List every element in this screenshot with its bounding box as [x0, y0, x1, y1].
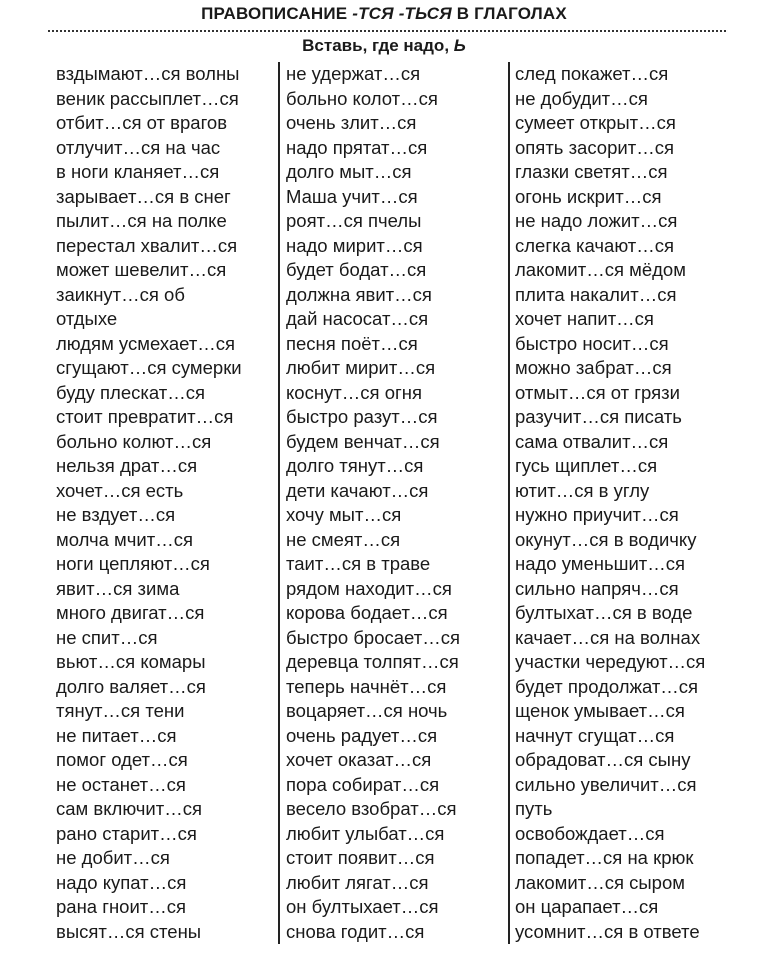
exercise-item: надо купат…ся — [56, 871, 187, 893]
exercise-item: он царапает…ся — [515, 896, 659, 917]
exercise-item: сильно увеличит…ся — [515, 773, 697, 795]
exercise-item: очень радует…ся — [286, 724, 438, 746]
exercise-item: тянут…ся тени — [56, 700, 185, 721]
exercise-item: усомнит…ся в ответе — [515, 920, 700, 942]
exercise-item: песня поёт…ся — [286, 332, 418, 354]
instruction — [0, 36, 768, 56]
exercise-item: молча мчит…ся — [56, 528, 193, 550]
exercise-item: сгущают…ся сумерки — [56, 357, 242, 378]
exercise-item: коснут…ся огня — [286, 381, 422, 403]
exercise-item: может шевелит…ся — [56, 259, 227, 280]
exercise-item: воцаряет…ся ночь — [286, 700, 448, 721]
exercise-item: буду плескат…ся — [56, 381, 205, 403]
exercise-item: быстро разут…ся — [286, 406, 438, 427]
soft-sign: Ь — [453, 36, 466, 55]
exercise-item: отдыхе — [56, 308, 118, 329]
suffix-tsya-soft: -ТЬСЯ — [398, 4, 452, 23]
title-end: В ГЛАГОЛАХ — [456, 4, 567, 23]
exercise-item: зарывает…ся в снег — [56, 185, 231, 207]
exercise-item: хочет напит…ся — [515, 308, 654, 329]
dotted-divider — [48, 30, 726, 32]
exercise-item: роят…ся пчелы — [286, 210, 422, 231]
exercise-item: лакомит…ся сыром — [515, 871, 685, 893]
exercise-item: нельзя драт…ся — [56, 455, 198, 476]
exercise-item: не удержат…ся — [286, 63, 421, 84]
exercise-item: щенок умывает…ся — [515, 700, 685, 721]
exercise-item: отмыт…ся от грязи — [515, 381, 680, 403]
exercise-item: стоит появит…ся — [286, 847, 435, 868]
exercise-item: вьют…ся комары — [56, 651, 206, 672]
exercise-item: огонь искрит…ся — [515, 185, 662, 207]
exercise-item: сумеет открыт…ся — [515, 112, 676, 133]
exercise-item: попадет…ся на крюк — [515, 847, 694, 868]
exercise-item: не вздует…ся — [56, 504, 176, 525]
exercise-item: окунут…ся в водичку — [515, 528, 697, 550]
exercise-item: он бултыхает…ся — [286, 896, 439, 917]
exercise-item: рядом находит…ся — [286, 577, 452, 599]
exercise-item: любит лягат…ся — [286, 871, 429, 893]
exercise-item: пылит…ся на полке — [56, 210, 227, 231]
exercise-item: не добит…ся — [56, 847, 170, 868]
exercise-item: любит улыбат…ся — [286, 822, 445, 844]
exercise-item: людям усмехает…ся — [56, 332, 236, 354]
exercise-item: отбит…ся от врагов — [56, 112, 228, 133]
exercise-item: рана гноит…ся — [56, 896, 187, 917]
exercise-item: гусь щиплет…ся — [515, 455, 658, 476]
exercise-item: в ноги кланяет…ся — [56, 161, 220, 182]
suffix-tsya: -ТСЯ — [352, 4, 394, 23]
exercise-item: лакомит…ся мёдом — [515, 259, 686, 280]
exercise-item: быстро бросает…ся — [286, 626, 460, 648]
exercise-item: плита накалит…ся — [515, 283, 677, 305]
exercise-item: сильно напряч…ся — [515, 577, 679, 599]
exercise-item: глазки светят…ся — [515, 161, 668, 182]
exercise-item: не добудит…ся — [515, 87, 648, 109]
exercise-item: будет продолжат…ся — [515, 675, 699, 697]
exercise-item: стоит превратит…ся — [56, 406, 234, 427]
exercise-item: начнут сгущат…ся — [515, 724, 675, 746]
exercise-item: таит…ся в траве — [286, 553, 431, 574]
exercise-item: деревца толпят…ся — [286, 651, 459, 672]
exercise-item: много двигат…ся — [56, 602, 205, 623]
exercise-item: будем венчат…ся — [286, 430, 440, 452]
exercise-item: надо уменьшит…ся — [515, 553, 686, 574]
exercise-item: заикнут…ся об — [56, 283, 185, 305]
exercise-item: будет бодат…ся — [286, 259, 427, 280]
exercise-item: надо мирит…ся — [286, 234, 423, 256]
exercise-item: снова годит…ся — [286, 920, 425, 942]
exercise-item: сам включит…ся — [56, 798, 203, 819]
column-divider-2 — [508, 62, 510, 944]
exercise-item: не спит…ся — [56, 626, 158, 648]
column-divider-1 — [278, 62, 280, 944]
exercise-item: дай насосат…ся — [286, 308, 429, 329]
exercise-item: хочет…ся есть — [56, 479, 184, 501]
exercise-item: не питает…ся — [56, 724, 177, 746]
exercise-item: освобождает…ся — [515, 822, 665, 844]
exercise-item: разучит…ся писать — [515, 406, 682, 427]
exercise-item: нужно приучит…ся — [515, 504, 679, 525]
exercise-item: не останет…ся — [56, 773, 186, 795]
exercise-item: больно колот…ся — [286, 87, 438, 109]
exercise-item: пора собират…ся — [286, 773, 440, 795]
exercise-item: ноги цепляют…ся — [56, 553, 210, 574]
exercise-item: вздымают…ся волны — [56, 63, 240, 84]
exercise-item: опять засорит…ся — [515, 136, 674, 158]
title-start: ПРАВОПИСАНИЕ — [201, 4, 348, 23]
exercise-item: бултыхат…ся в воде — [515, 602, 693, 623]
exercise-item: след покажет…ся — [515, 63, 669, 84]
exercise-item: долго тянут…ся — [286, 455, 424, 476]
exercise-item: не надо ложит…ся — [515, 210, 678, 231]
exercise-item: ютит…ся в углу — [515, 479, 650, 501]
exercise-item: Маша учит…ся — [286, 185, 418, 207]
exercise-item: путь — [515, 798, 553, 819]
instruction-text: Вставь, где надо, — [302, 36, 450, 55]
exercise-item: больно колют…ся — [56, 430, 212, 452]
exercise-item: участки чередуют…ся — [515, 651, 706, 672]
exercise-item: долго валяет…ся — [56, 675, 206, 697]
exercise-item: хочет оказат…ся — [286, 749, 432, 770]
exercise-item: долго мыт…ся — [286, 161, 412, 182]
exercise-item: надо прятат…ся — [286, 136, 428, 158]
exercise-item: качает…ся на волнах — [515, 626, 701, 648]
exercise-item: хочу мыт…ся — [286, 504, 402, 525]
exercise-item: рано старит…ся — [56, 822, 197, 844]
word-column-3 — [515, 62, 705, 944]
exercise-item: явит…ся зима — [56, 577, 180, 599]
exercise-item: быстро носит…ся — [515, 332, 669, 354]
exercise-item: слегка качают…ся — [515, 234, 675, 256]
exercise-item: помог одет…ся — [56, 749, 188, 770]
exercise-item: обрадоват…ся сыну — [515, 749, 691, 770]
page-title — [0, 4, 768, 24]
exercise-item: высят…ся стены — [56, 920, 202, 942]
exercise-item: дети качают…ся — [286, 479, 429, 501]
exercise-item: теперь начнёт…ся — [286, 675, 447, 697]
exercise-item: можно забрат…ся — [515, 357, 672, 378]
exercise-item: перестал хвалит…ся — [56, 234, 238, 256]
word-column-2 — [286, 62, 460, 944]
exercise-item: сама отвалит…ся — [515, 430, 669, 452]
exercise-item: веник рассыплет…ся — [56, 87, 239, 109]
exercise-item: корова бодает…ся — [286, 602, 448, 623]
exercise-item: весело взобрат…ся — [286, 798, 457, 819]
exercise-item: не смеят…ся — [286, 528, 401, 550]
exercise-item: очень злит…ся — [286, 112, 417, 133]
exercise-item: должна явит…ся — [286, 283, 432, 305]
word-column-1 — [56, 62, 242, 944]
exercise-item: отлучит…ся на час — [56, 136, 221, 158]
exercise-item: любит мирит…ся — [286, 357, 436, 378]
